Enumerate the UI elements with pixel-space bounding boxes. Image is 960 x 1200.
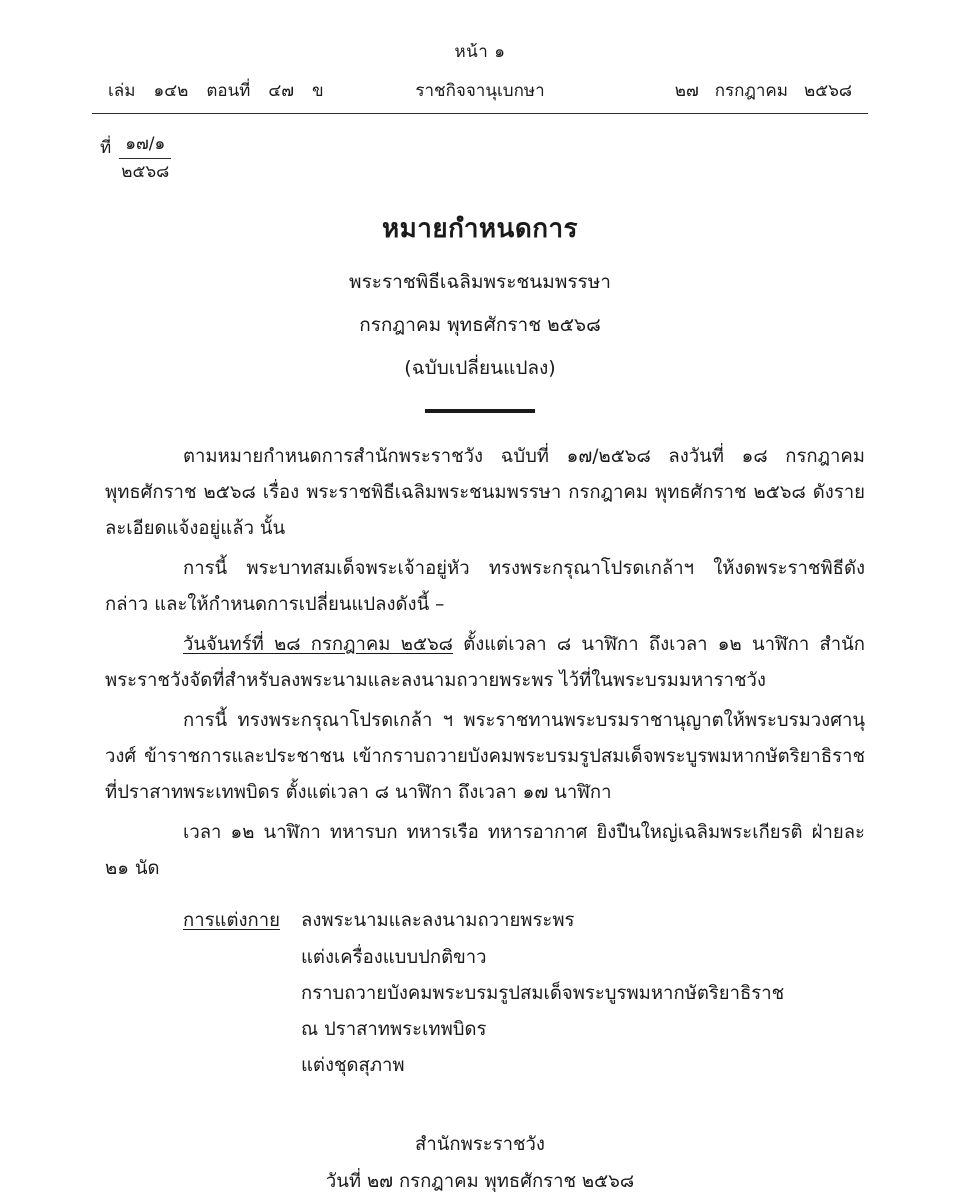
- document-number: [100, 132, 250, 184]
- dress-code-line: กราบถวายบังคมพระบรมรูปสมเด็จพระบูรพมหากษัตริยาธิราช: [301, 982, 785, 1004]
- header-volume-group: [108, 77, 324, 104]
- date-year: ๒๕๖๘: [804, 81, 852, 101]
- page-title: หมายกำหนดการ: [381, 214, 579, 245]
- document-footer: [0, 1126, 960, 1200]
- section-value: ๔๗: [268, 81, 295, 101]
- issue-date: วันที่ ๒๗ กรกฎาคม พุทธศักราช ๒๕๖๘: [325, 1170, 635, 1192]
- subtitle-date: กรกฎาคม พุทธศักราช ๒๕๖๘: [359, 313, 601, 336]
- subtitle-revision: (ฉบับเปลี่ยนแปลง): [404, 356, 556, 379]
- dress-code-label: การแต่งกาย: [183, 910, 280, 932]
- title-divider: [425, 409, 535, 413]
- issuing-office: สำนักพระราชวัง: [415, 1133, 545, 1155]
- paragraph-public-homage: การนี้ ทรงพระกรุณาโปรดเกล้า ฯ พระราชทานพระบรมราชานุญาตให้พระบรมวงศานุวงศ์ ข้าราชการและประชาชน เข้ากราบถวายบังคมพระบรมรูปสมเด็จพระบูรพมหากษัตริยาธิราช ที่ปราสาทพระเทพบิดร ตั้งแต่เวลา ๘ นาฬิกา ถึงเวลา ๑๗ นาฬิกา: [105, 710, 865, 804]
- document-number-fraction: [119, 132, 171, 184]
- header-divider: [92, 113, 868, 114]
- date-month: กรกฎาคม: [714, 81, 789, 101]
- dress-code-line: ลงพระนามและลงนามถวายพระพร: [301, 910, 575, 932]
- dress-code-block: [105, 903, 865, 1083]
- dress-code-line: ณ ปราสาทพระเทพบิดร: [301, 1018, 487, 1040]
- gazette-page: [0, 38, 960, 1192]
- section-class: ข: [312, 81, 324, 101]
- document-body: [105, 439, 865, 888]
- dress-code-line: แต่งเครื่องแบบปกติขาว: [301, 946, 487, 968]
- signing-date-underlined: วันจันทร์ที่ ๒๘ กรกฎาคม ๒๕๖๘: [183, 634, 453, 655]
- volume-value: ๑๔๒: [153, 81, 189, 101]
- page-number: หน้า ๑: [454, 42, 506, 62]
- volume-label: เล่ม: [108, 81, 136, 101]
- paragraph-gun-salute: เวลา ๑๒ นาฬิกา ทหารบก ทหารเรือ ทหารอากาศ ยิงปืนใหญ่เฉลิมพระเกียรติ ฝ่ายละ ๒๑ นัด: [105, 822, 865, 880]
- document-number-denominator: ๒๕๖๘: [121, 161, 170, 182]
- section-label: ตอนที่: [206, 81, 251, 101]
- date-day: ๒๗: [674, 81, 699, 101]
- signing-schedule-text: ตั้งแต่เวลา ๘ นาฬิกา ถึงเวลา ๑๒ นาฬิกา สำนักพระราชวังจัดที่สำหรับลงพระนามและลงนามถวายพระพร ไว้ที่ในพระบรมมหาราชวัง: [105, 634, 865, 692]
- dress-code-lines: [301, 903, 784, 1083]
- document-number-label: ที่: [100, 138, 112, 158]
- paragraph-reference: ตามหมายกำหนดการสำนักพระราชวัง ฉบับที่ ๑๗/๒๕๖๘ ลงวันที่ ๑๘ กรกฎาคม พุทธศักราช ๒๕๖๘ เรื่อง พระราชพิธีเฉลิมพระชนมพรรษา กรกฎาคม พุทธศักราช ๒๕๖๘ ดังรายละเอียดแจ้งอยู่แล้ว นั้น: [105, 445, 865, 539]
- gazette-header: [0, 77, 960, 104]
- subtitle-ceremony: พระราชพิธีเฉลิมพระชนมพรรษา: [349, 270, 611, 293]
- paragraph-cancellation: การนี้ พระบาทสมเด็จพระเจ้าอยู่หัว ทรงพระกรุณาโปรดเกล้าฯ ให้งดพระราชพิธีดังกล่าว และให้กำหนดการเปลี่ยนแปลงดังนี้ –: [105, 557, 865, 615]
- document-number-numerator: ๑๗/๑: [119, 132, 171, 159]
- dress-code-line: แต่งชุดสุภาพ: [301, 1054, 405, 1076]
- header-date-group: [675, 77, 852, 104]
- gazette-name: ราชกิจจานุเบกษา: [415, 81, 545, 101]
- paragraph-signing-schedule: [105, 627, 865, 699]
